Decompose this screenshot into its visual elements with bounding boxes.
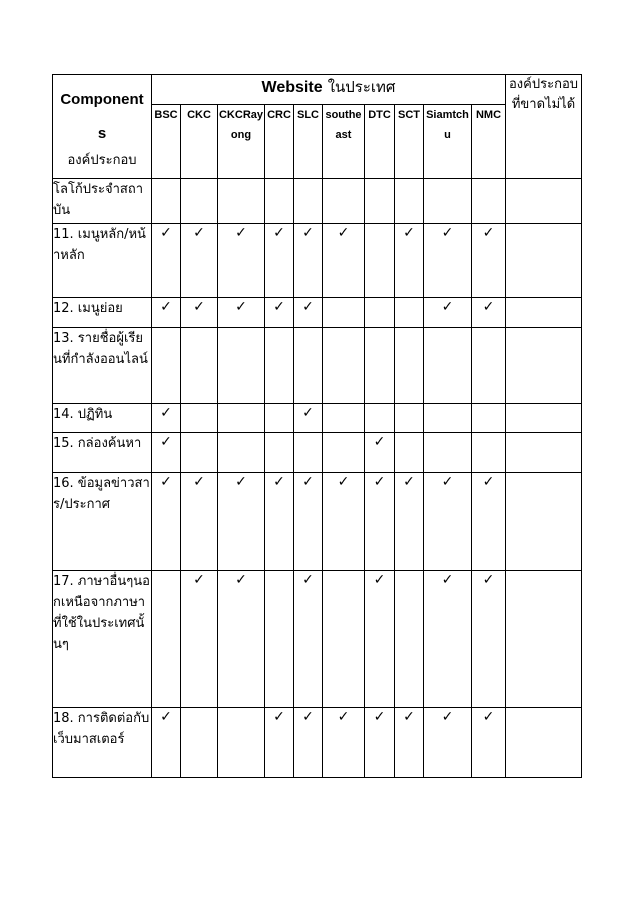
- table-row: [53, 473, 582, 571]
- missing-component-cell: [506, 473, 582, 571]
- site-header-bsc: BSC: [152, 105, 181, 179]
- check-mark-icon: ✓: [365, 433, 395, 473]
- missing-component-cell: [506, 179, 582, 224]
- empty-cell: [472, 328, 506, 404]
- table-row: [53, 179, 582, 224]
- empty-cell: [181, 328, 218, 404]
- check-mark-icon: ✓: [152, 224, 181, 298]
- table-row: [53, 433, 582, 473]
- component-header-th: องค์ประกอบ: [67, 153, 137, 168]
- empty-cell: [365, 179, 395, 224]
- check-mark-icon: ✓: [218, 473, 265, 571]
- empty-cell: [152, 179, 181, 224]
- table-row: [53, 404, 582, 433]
- check-mark-icon: ✓: [218, 298, 265, 328]
- check-mark-icon: ✓: [218, 224, 265, 298]
- row-label: 12. เมนูย่อย: [53, 298, 152, 328]
- check-mark-icon: ✓: [181, 571, 218, 708]
- empty-cell: [294, 179, 323, 224]
- empty-cell: [265, 571, 294, 708]
- check-mark-icon: ✓: [323, 224, 365, 298]
- empty-cell: [323, 404, 365, 433]
- site-header-sct: SCT: [395, 105, 424, 179]
- empty-cell: [218, 433, 265, 473]
- empty-cell: [472, 433, 506, 473]
- website-header-th: ในประเทศ: [327, 78, 396, 96]
- row-label: 13. รายชื่อผู้เรียนที่กำลังออนไลน์: [53, 328, 152, 404]
- check-mark-icon: ✓: [265, 298, 294, 328]
- check-mark-icon: ✓: [472, 708, 506, 778]
- empty-cell: [294, 328, 323, 404]
- empty-cell: [395, 571, 424, 708]
- missing-component-cell: [506, 433, 582, 473]
- empty-cell: [395, 404, 424, 433]
- empty-cell: [218, 404, 265, 433]
- row-label: 15. กล่องค้นหา: [53, 433, 152, 473]
- check-mark-icon: ✓: [265, 224, 294, 298]
- check-mark-icon: ✓: [365, 708, 395, 778]
- empty-cell: [218, 708, 265, 778]
- site-header-siamtchu: Siamtchu: [424, 105, 472, 179]
- empty-cell: [181, 179, 218, 224]
- missing-component-cell: [506, 298, 582, 328]
- empty-cell: [323, 571, 365, 708]
- table-row: [53, 708, 582, 778]
- missing-component-cell: [506, 404, 582, 433]
- check-mark-icon: ✓: [181, 224, 218, 298]
- site-header-ckc: CKC: [181, 105, 218, 179]
- empty-cell: [152, 571, 181, 708]
- table-row: [53, 298, 582, 328]
- check-mark-icon: ✓: [294, 298, 323, 328]
- missing-component-cell: [506, 328, 582, 404]
- empty-cell: [424, 328, 472, 404]
- empty-cell: [181, 433, 218, 473]
- empty-cell: [395, 328, 424, 404]
- check-mark-icon: ✓: [294, 571, 323, 708]
- site-header-ckc-rayong: CKCRayong: [218, 105, 265, 179]
- empty-cell: [395, 179, 424, 224]
- empty-cell: [424, 433, 472, 473]
- empty-cell: [181, 708, 218, 778]
- empty-cell: [265, 328, 294, 404]
- check-mark-icon: ✓: [472, 298, 506, 328]
- empty-cell: [218, 328, 265, 404]
- empty-cell: [323, 433, 365, 473]
- table-row: [53, 224, 582, 298]
- component-header-en: Component s: [60, 91, 144, 142]
- site-header-slc: SLC: [294, 105, 323, 179]
- empty-cell: [265, 179, 294, 224]
- check-mark-icon: ✓: [152, 433, 181, 473]
- check-mark-icon: ✓: [424, 298, 472, 328]
- check-mark-icon: ✓: [265, 473, 294, 571]
- check-mark-icon: ✓: [181, 298, 218, 328]
- empty-cell: [152, 328, 181, 404]
- row-label: โลโก้ประจำสถาบัน: [53, 179, 152, 224]
- component-comparison-table: [52, 74, 582, 778]
- check-mark-icon: ✓: [472, 224, 506, 298]
- empty-cell: [472, 179, 506, 224]
- empty-cell: [294, 433, 323, 473]
- missing-component-cell: [506, 224, 582, 298]
- row-label: 17. ภาษาอื่นๆนอกเหนือจากภาษาที่ใช้ในประเทศนั้นๆ: [53, 571, 152, 708]
- missing-component-cell: [506, 708, 582, 778]
- empty-cell: [265, 433, 294, 473]
- empty-cell: [365, 298, 395, 328]
- check-mark-icon: ✓: [424, 224, 472, 298]
- empty-cell: [472, 404, 506, 433]
- check-mark-icon: ✓: [395, 224, 424, 298]
- missing-component-cell: [506, 571, 582, 708]
- empty-cell: [323, 179, 365, 224]
- missing-component-header: องค์ประกอบที่ขาดไม่ได้: [506, 75, 582, 179]
- empty-cell: [424, 179, 472, 224]
- empty-cell: [424, 404, 472, 433]
- row-label: 16. ข้อมูลข่าวสาร/ประกาศ: [53, 473, 152, 571]
- check-mark-icon: ✓: [294, 224, 323, 298]
- website-group-header: [152, 75, 506, 105]
- site-header-nmc: NMC: [472, 105, 506, 179]
- row-label: 18. การติดต่อกับเว็บมาสเตอร์: [53, 708, 152, 778]
- site-header-southeast: southeast: [323, 105, 365, 179]
- row-label: 11. เมนูหลัก/หน้าหลัก: [53, 224, 152, 298]
- empty-cell: [323, 328, 365, 404]
- check-mark-icon: ✓: [265, 708, 294, 778]
- empty-cell: [265, 404, 294, 433]
- empty-cell: [395, 433, 424, 473]
- empty-cell: [365, 328, 395, 404]
- site-header-crc: CRC: [265, 105, 294, 179]
- component-header-cell: [53, 75, 152, 179]
- empty-cell: [365, 224, 395, 298]
- check-mark-icon: ✓: [323, 708, 365, 778]
- check-mark-icon: ✓: [181, 473, 218, 571]
- check-mark-icon: ✓: [424, 473, 472, 571]
- check-mark-icon: ✓: [365, 473, 395, 571]
- empty-cell: [395, 298, 424, 328]
- site-header-dtc: DTC: [365, 105, 395, 179]
- check-mark-icon: ✓: [365, 571, 395, 708]
- empty-cell: [365, 404, 395, 433]
- check-mark-icon: ✓: [152, 298, 181, 328]
- check-mark-icon: ✓: [294, 473, 323, 571]
- check-mark-icon: ✓: [218, 571, 265, 708]
- check-mark-icon: ✓: [323, 473, 365, 571]
- table-row: [53, 328, 582, 404]
- check-mark-icon: ✓: [424, 708, 472, 778]
- check-mark-icon: ✓: [472, 571, 506, 708]
- table-row: [53, 571, 582, 708]
- empty-cell: [181, 404, 218, 433]
- check-mark-icon: ✓: [152, 473, 181, 571]
- check-mark-icon: ✓: [152, 708, 181, 778]
- check-mark-icon: ✓: [472, 473, 506, 571]
- check-mark-icon: ✓: [395, 473, 424, 571]
- check-mark-icon: ✓: [152, 404, 181, 433]
- empty-cell: [323, 298, 365, 328]
- website-header-en: Website: [261, 79, 323, 96]
- check-mark-icon: ✓: [424, 571, 472, 708]
- empty-cell: [218, 179, 265, 224]
- check-mark-icon: ✓: [395, 708, 424, 778]
- row-label: 14. ปฏิทิน: [53, 404, 152, 433]
- check-mark-icon: ✓: [294, 404, 323, 433]
- check-mark-icon: ✓: [294, 708, 323, 778]
